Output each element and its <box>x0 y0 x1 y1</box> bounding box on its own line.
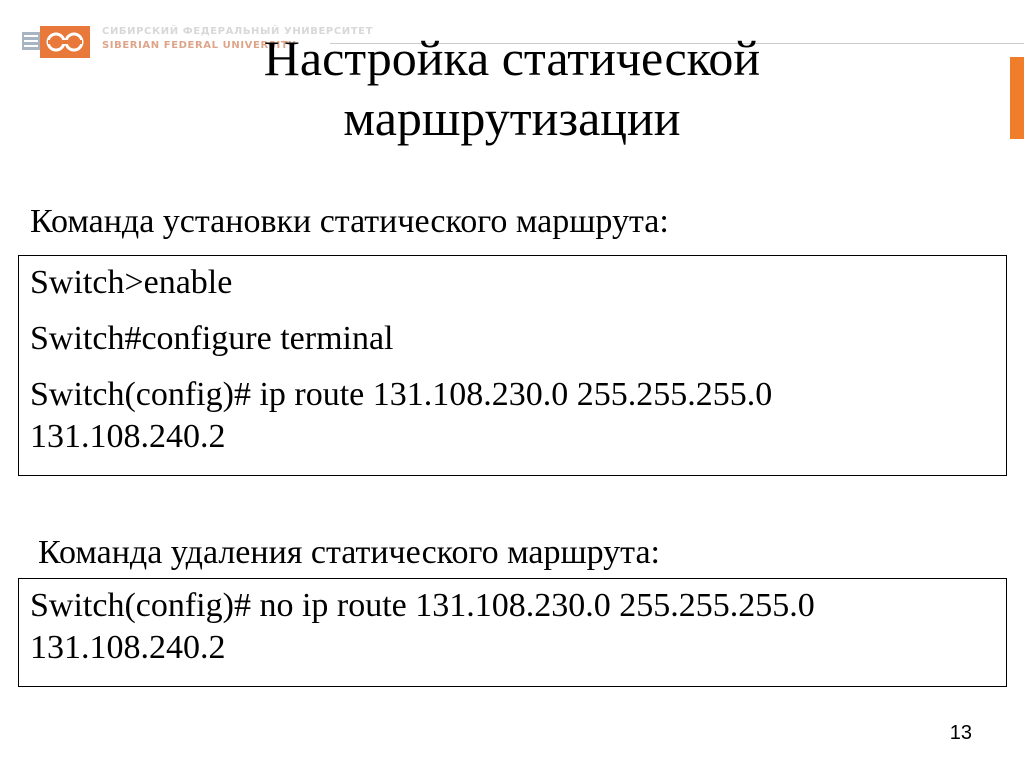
command-line: Switch>enable <box>30 264 233 301</box>
logo-text-ru: СИБИРСКИЙ ФЕДЕРАЛЬНЫЙ УНИВЕРСИТЕТ <box>102 26 374 37</box>
add-route-heading: Команда установки статического маршрута: <box>30 203 669 240</box>
command-line: 131.108.240.2 <box>30 418 226 455</box>
page-number: 13 <box>949 722 972 744</box>
delete-route-heading: Команда удаления статического маршрута: <box>38 534 660 571</box>
slide-title <box>0 28 1024 148</box>
command-line: Switch#configure terminal <box>30 320 394 357</box>
title-line-1: Настройка статической <box>263 30 761 86</box>
command-line: Switch(config)# ip route 131.108.230.0 255.255.255.0 <box>30 376 773 413</box>
title-line-2: маршрутизации <box>343 90 681 146</box>
add-route-command-box <box>18 255 1007 476</box>
command-line: 131.108.240.2 <box>30 629 226 666</box>
delete-route-command-box <box>18 578 1007 687</box>
logo-text-en: SIBERIAN FEDERAL UNIVERSITY <box>102 40 297 51</box>
command-line: Switch(config)# no ip route 131.108.230.0 255.255.255.0 <box>30 587 815 624</box>
